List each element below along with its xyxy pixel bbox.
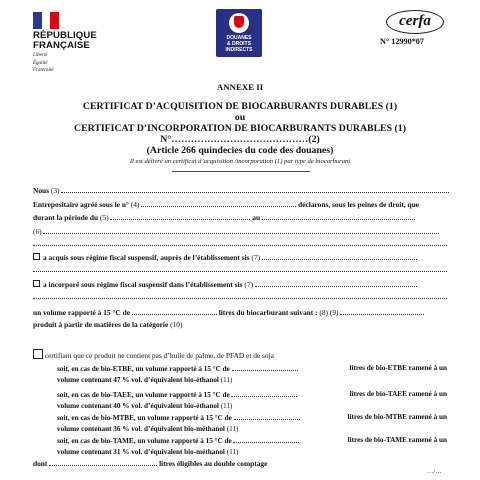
title-divider: [172, 171, 310, 172]
produit-label: produit à partir de matières de la catégorie: [33, 320, 169, 329]
nous-ref: (3): [50, 186, 60, 195]
etbe-volume-field[interactable]: [232, 363, 298, 371]
volume-label: un volume rapporté à 15 °C de: [33, 308, 130, 317]
title-line1: CERTIFICAT D’ACQUISITION DE BIOCARBURANTS DURABLES (1): [82, 101, 398, 112]
taee-line1: soit, en cas de bio-TAEE, un volume rapporté à 15 °C de: [57, 391, 230, 399]
volume-refs: (8) (9): [319, 308, 339, 317]
rf-name-line2: FRANÇAISE: [33, 40, 90, 51]
six-row: [33, 226, 439, 237]
etbe-block: [57, 363, 447, 385]
incorpore-address-field[interactable]: [255, 279, 417, 287]
rf-motto-2: Égalité: [33, 60, 48, 66]
incorpore-checkbox[interactable]: [33, 280, 40, 287]
acquis-address-field[interactable]: [262, 252, 417, 260]
incorpore-ref: (7): [244, 280, 254, 289]
six-field[interactable]: [43, 226, 439, 234]
rf-motto-1: Liberté: [33, 53, 48, 58]
blank-line-3[interactable]: [33, 298, 447, 299]
tame-right: litres de bio-TAME ramené à un: [347, 436, 447, 444]
entrepositaire-ref: (4): [130, 200, 140, 209]
blank-line-1[interactable]: [33, 245, 447, 246]
title-line3: CERTIFICAT D’INCORPORATION DE BIOCARBURANTS DURABLES (1): [74, 123, 406, 134]
declarons-label: déclarons, sous les peines de droit, que: [298, 200, 419, 209]
cerfa-number: N° 12990*07: [380, 37, 424, 46]
dont-suffix: litres éligibles au double comptage: [159, 459, 268, 468]
dont-row: [33, 458, 267, 469]
etbe-line2: volume contenant 47 % vol. d’équivalent bio-éthanol: [57, 375, 219, 384]
tame-ref: (11): [226, 447, 239, 456]
douanes-logo: [216, 9, 262, 57]
durant-label: durant la période du: [33, 213, 99, 222]
incorpore-row: [33, 279, 417, 290]
biocarburant-field[interactable]: [340, 307, 424, 315]
tame-line2: volume contenant 31 % vol. d’équivalent bio-méthanol: [57, 447, 225, 456]
nous-row: [33, 185, 449, 196]
tame-line1: soit, en cas de bio-TAME, un volume rapporté à 15 °C de: [57, 437, 232, 445]
title-line5-text: (Article 266 quindecies du code des douanes): [146, 145, 334, 156]
volume-row: [33, 307, 424, 318]
douanes-line1: DOUANES: [226, 35, 252, 41]
certifiant-label: certifiant que ce produit ne contient pas d’huile de palme, de PFAD et de soja: [44, 351, 274, 360]
rf-name-line1: RÉPUBLIQUE: [33, 30, 97, 41]
produit-row: [33, 320, 182, 330]
page-continued: …/…: [427, 468, 442, 475]
periode-end-field[interactable]: [262, 212, 415, 220]
taee-right: litres de bio-TAEE ramené à un: [349, 390, 447, 398]
marianne-flag-icon: [33, 12, 59, 29]
republique-francaise-logo: [33, 12, 103, 74]
periode-start-field[interactable]: [110, 212, 250, 220]
taee-volume-field[interactable]: [231, 389, 297, 397]
mtbe-block: [57, 412, 447, 434]
durant-ref: (5): [99, 213, 109, 222]
volume-suffix: litres du biocarburant suivant :: [218, 308, 318, 317]
entrepositaire-label: Entrepositaire agréé sous le n°: [33, 200, 129, 209]
acquis-checkbox[interactable]: [33, 253, 40, 260]
nous-label: Nous: [33, 186, 50, 195]
douanes-line2: & DROITS: [227, 41, 251, 47]
subtitle: Il est délivré un certificat d’acquisition /incorporation (1) par type de biocarburant: [129, 158, 351, 165]
blank-line-2[interactable]: [33, 271, 447, 272]
douanes-emblem-icon: [229, 13, 249, 33]
au-label: au: [252, 213, 261, 222]
acquis-row: [33, 252, 417, 263]
entrepositaire-number-field[interactable]: [141, 199, 296, 207]
entrepositaire-row: [33, 199, 419, 210]
certifiant-checkbox[interactable]: [33, 349, 43, 359]
annexe-title: ANNEXE II: [216, 82, 264, 92]
tame-volume-field[interactable]: [233, 435, 299, 443]
taee-block: [57, 389, 447, 411]
taee-ref: (11): [220, 401, 233, 410]
mtbe-right: litres de bio-MTBE ramené à un: [347, 413, 447, 421]
title-line4: N°……………………………………(2): [160, 134, 320, 145]
rf-motto-3: Fraternité: [33, 68, 54, 74]
title-line5: [0, 145, 480, 156]
incorpore-label: a incorporé sous régime fiscal suspensif dans l’établissement sis: [43, 280, 243, 289]
acquis-label: a acquis sous régime fiscal suspensif, auprès de l’établissement sis: [43, 253, 250, 262]
tame-block: [57, 435, 447, 457]
mtbe-line1: soit, en cas de bio-MTBE, un volume rapporté à 15 °C de: [57, 414, 232, 422]
title-line2: ou: [234, 112, 246, 123]
etbe-ref: (11): [220, 375, 233, 384]
cerfa-logo: cerfa: [386, 10, 444, 34]
etbe-right: litres de bio-ETBE ramené à un: [349, 364, 447, 372]
douanes-line3: INDIRECTS: [225, 47, 253, 53]
taee-line2: volume contenant 40 % vol. d’équivalent bio-éthanol: [57, 401, 219, 410]
etbe-line1: soit, en cas de bio-ETBE, un volume rapporté à 15 °C de: [57, 365, 230, 373]
mtbe-volume-field[interactable]: [234, 412, 300, 420]
volume-field[interactable]: [132, 307, 217, 315]
dont-field[interactable]: [49, 458, 157, 466]
six-ref: (6): [33, 227, 42, 236]
mtbe-line2: volume contenant 36 % vol. d’équivalent bio-méthanol: [57, 424, 225, 433]
certifiant-row: [33, 349, 274, 361]
nous-field[interactable]: [61, 185, 449, 193]
periode-row: [33, 212, 415, 223]
mtbe-ref: (11): [226, 424, 239, 433]
dont-label: dont: [33, 459, 48, 468]
acquis-ref: (7): [251, 253, 261, 262]
produit-ref: (10): [170, 320, 183, 329]
